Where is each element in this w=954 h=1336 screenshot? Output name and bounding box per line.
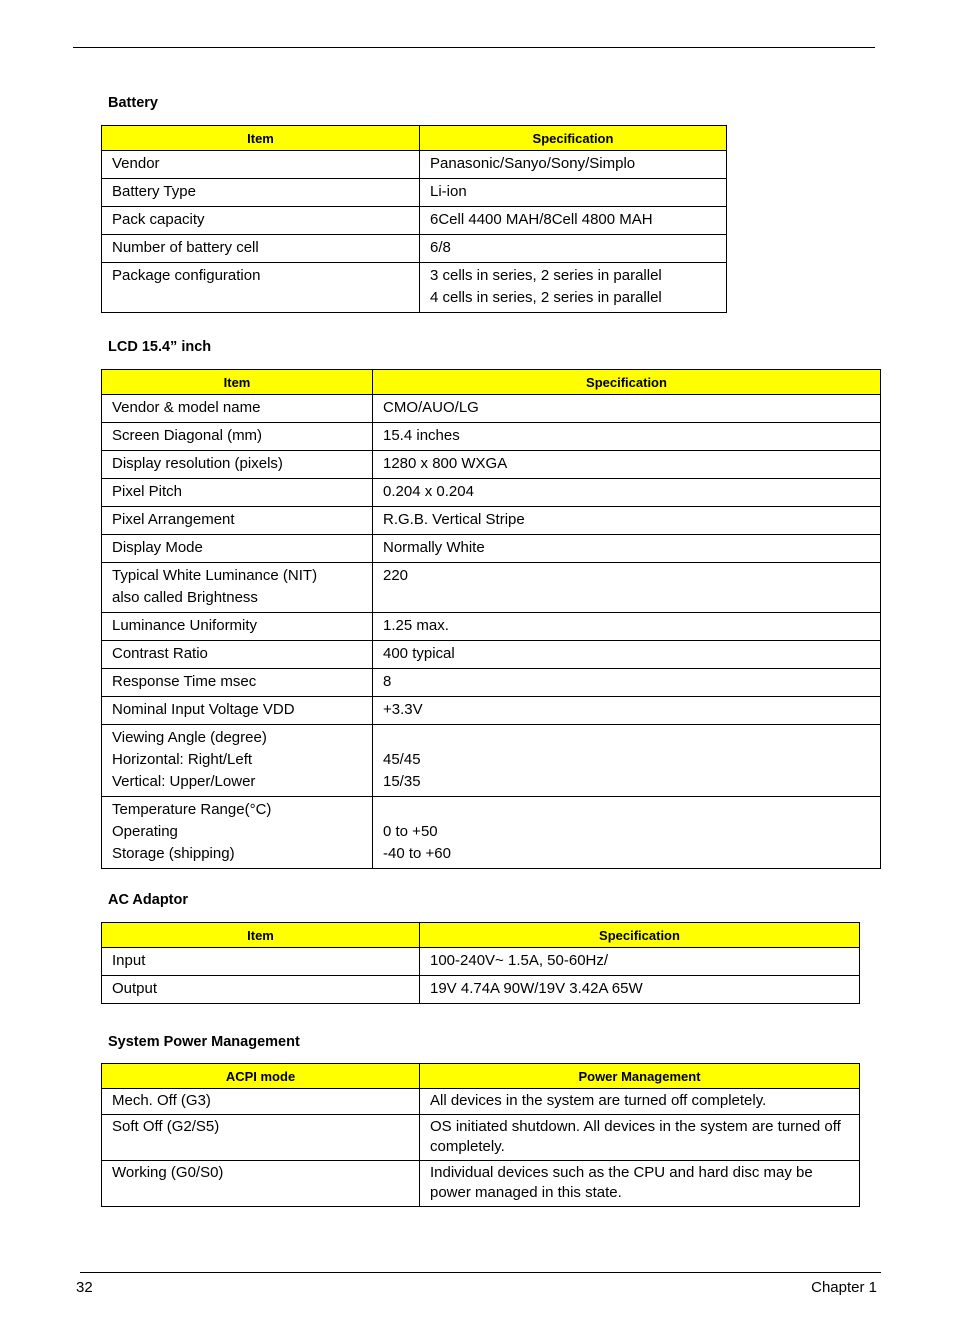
lcd-title: LCD 15.4” inch — [108, 339, 212, 355]
column-header-item: ACPI mode — [102, 1064, 420, 1089]
spec-text: 220 — [383, 567, 409, 584]
spec-cell — [373, 423, 881, 451]
power-management-title: System Power Management — [108, 1034, 300, 1050]
footer-rule — [80, 1272, 881, 1273]
item-text: Response Time msec — [112, 673, 257, 690]
spec-cell — [420, 207, 727, 235]
spec-text — [383, 799, 870, 821]
table-row — [102, 948, 860, 976]
table-header-row — [102, 923, 860, 948]
table-row — [102, 1089, 860, 1115]
item-cell — [102, 207, 420, 235]
column-header-specification: Specification — [420, 126, 727, 151]
item-cell — [102, 507, 373, 535]
item-cell — [102, 948, 420, 976]
item-cell — [102, 535, 373, 563]
item-text: Mech. Off (G3) — [112, 1092, 211, 1109]
table-header-row — [102, 126, 727, 151]
table-row — [102, 451, 881, 479]
item-cell — [102, 263, 420, 313]
item-text: Pack capacity — [112, 211, 205, 228]
table-row — [102, 1161, 860, 1207]
item-text: Package configuration — [112, 267, 261, 284]
spec-cell — [373, 479, 881, 507]
spec-text: 6Cell 4400 MAH/8Cell 4800 MAH — [430, 211, 653, 228]
column-header-specification: Power Management — [420, 1064, 860, 1089]
item-text: Screen Diagonal (mm) — [112, 427, 263, 444]
item-text: also called Brightness — [112, 589, 258, 606]
spec-cell — [373, 535, 881, 563]
table-row — [102, 669, 881, 697]
lcd-table — [101, 369, 881, 869]
item-text: Display resolution (pixels) — [112, 455, 283, 472]
table-row — [102, 797, 881, 869]
item-cell — [102, 451, 373, 479]
spec-cell — [373, 613, 881, 641]
spec-text: 45/45 — [383, 751, 421, 768]
table-row — [102, 535, 881, 563]
spec-text: CMO/AUO/LG — [383, 399, 479, 416]
spec-text: +3.3V — [383, 701, 423, 718]
item-cell — [102, 151, 420, 179]
battery-table — [101, 125, 727, 313]
item-text: Input — [112, 952, 146, 969]
item-cell — [102, 976, 420, 1004]
item-text: Pixel Pitch — [112, 483, 183, 500]
table-row — [102, 725, 881, 797]
item-cell — [102, 1089, 420, 1115]
table-row — [102, 1115, 860, 1161]
spec-cell — [420, 263, 727, 313]
item-cell — [102, 479, 373, 507]
spec-text: 0.204 x 0.204 — [383, 483, 474, 500]
spec-text: 3 cells in series, 2 series in parallel — [430, 267, 662, 284]
table-row — [102, 976, 860, 1004]
spec-cell — [420, 1115, 860, 1161]
spec-text: OS initiated shutdown. All devices in the system are turned off completely. — [430, 1118, 841, 1155]
spec-text: Individual devices such as the CPU and hard disc may be power managed in this state. — [430, 1164, 813, 1201]
spec-text: 8 — [383, 673, 392, 690]
spec-text: All devices in the system are turned off completely. — [430, 1092, 767, 1109]
item-cell — [102, 1115, 420, 1161]
table-row — [102, 207, 727, 235]
table-row — [102, 563, 881, 613]
spec-cell — [420, 1161, 860, 1207]
item-text: Working (G0/S0) — [112, 1164, 224, 1181]
spec-cell — [373, 725, 881, 797]
spec-cell — [373, 697, 881, 725]
spec-cell — [420, 948, 860, 976]
spec-text: -40 to +60 — [383, 845, 451, 862]
spec-text: 19V 4.74A 90W/19V 3.42A 65W — [430, 980, 643, 997]
spec-text: 0 to +50 — [383, 823, 438, 840]
column-header-item: Item — [102, 370, 373, 395]
item-cell — [102, 797, 373, 869]
ac-adaptor-title: AC Adaptor — [108, 892, 189, 908]
item-text: Storage (shipping) — [112, 845, 235, 862]
table-row — [102, 235, 727, 263]
spec-text: R.G.B. Vertical Stripe — [383, 511, 525, 528]
item-cell — [102, 669, 373, 697]
spec-cell — [420, 235, 727, 263]
item-text: Number of battery cell — [112, 239, 259, 256]
table-header-row — [102, 370, 881, 395]
spec-cell — [373, 797, 881, 869]
item-cell — [102, 423, 373, 451]
spec-text — [383, 727, 870, 749]
item-cell — [102, 641, 373, 669]
table-row — [102, 697, 881, 725]
table-header-row — [102, 1064, 860, 1089]
spec-cell — [420, 151, 727, 179]
spec-cell — [420, 179, 727, 207]
spec-cell — [420, 976, 860, 1004]
item-text: Viewing Angle (degree) — [112, 729, 267, 746]
table-row — [102, 151, 727, 179]
table-row — [102, 395, 881, 423]
spec-text: 4 cells in series, 2 series in parallel — [430, 289, 662, 306]
spec-cell — [373, 641, 881, 669]
spec-cell — [420, 1089, 860, 1115]
item-text: Vendor & model name — [112, 399, 261, 416]
item-text: Soft Off (G2/S5) — [112, 1118, 220, 1135]
spec-text: Normally White — [383, 539, 485, 556]
spec-text: 15.4 inches — [383, 427, 460, 444]
item-text: Contrast Ratio — [112, 645, 208, 662]
item-text: Battery Type — [112, 183, 196, 200]
spec-text: 6/8 — [430, 239, 451, 256]
spec-text: 1.25 max. — [383, 617, 449, 634]
item-text: Typical White Luminance (NIT) — [112, 567, 318, 584]
column-header-item: Item — [102, 923, 420, 948]
item-cell — [102, 395, 373, 423]
item-text: Temperature Range(°C) — [112, 801, 272, 818]
item-cell — [102, 725, 373, 797]
spec-cell — [373, 395, 881, 423]
item-text: Nominal Input Voltage VDD — [112, 701, 295, 718]
column-header-specification: Specification — [373, 370, 881, 395]
item-cell — [102, 697, 373, 725]
chapter-label: Chapter 1 — [811, 1279, 877, 1296]
item-text: Output — [112, 980, 158, 997]
item-cell — [102, 179, 420, 207]
spec-cell — [373, 669, 881, 697]
page-number: 32 — [76, 1279, 93, 1296]
table-row — [102, 179, 727, 207]
item-text: Vertical: Upper/Lower — [112, 773, 256, 790]
item-text: Vendor — [112, 155, 160, 172]
battery-title: Battery — [108, 95, 158, 111]
spec-text: Panasonic/Sanyo/Sony/Simplo — [430, 155, 636, 172]
item-text: Operating — [112, 823, 178, 840]
table-row — [102, 479, 881, 507]
item-text: Display Mode — [112, 539, 203, 556]
spec-text: 1280 x 800 WXGA — [383, 455, 508, 472]
item-text: Pixel Arrangement — [112, 511, 235, 528]
ac-adaptor-table — [101, 922, 860, 1004]
spec-cell — [373, 563, 881, 613]
item-cell — [102, 235, 420, 263]
spec-text: 400 typical — [383, 645, 455, 662]
spec-text: 100-240V~ 1.5A, 50-60Hz/ — [430, 952, 609, 969]
spec-text: 15/35 — [383, 773, 421, 790]
spec-cell — [373, 507, 881, 535]
item-text: Horizontal: Right/Left — [112, 751, 253, 768]
table-row — [102, 641, 881, 669]
spec-text: Li-ion — [430, 183, 467, 200]
item-cell — [102, 613, 373, 641]
power-management-table — [101, 1063, 860, 1207]
item-cell — [102, 563, 373, 613]
item-text: Luminance Uniformity — [112, 617, 258, 634]
column-header-specification: Specification — [420, 923, 860, 948]
item-cell — [102, 1161, 420, 1207]
table-row — [102, 613, 881, 641]
header-rule — [73, 47, 875, 48]
spec-cell — [373, 451, 881, 479]
table-row — [102, 423, 881, 451]
table-row — [102, 263, 727, 313]
column-header-item: Item — [102, 126, 420, 151]
table-row — [102, 507, 881, 535]
